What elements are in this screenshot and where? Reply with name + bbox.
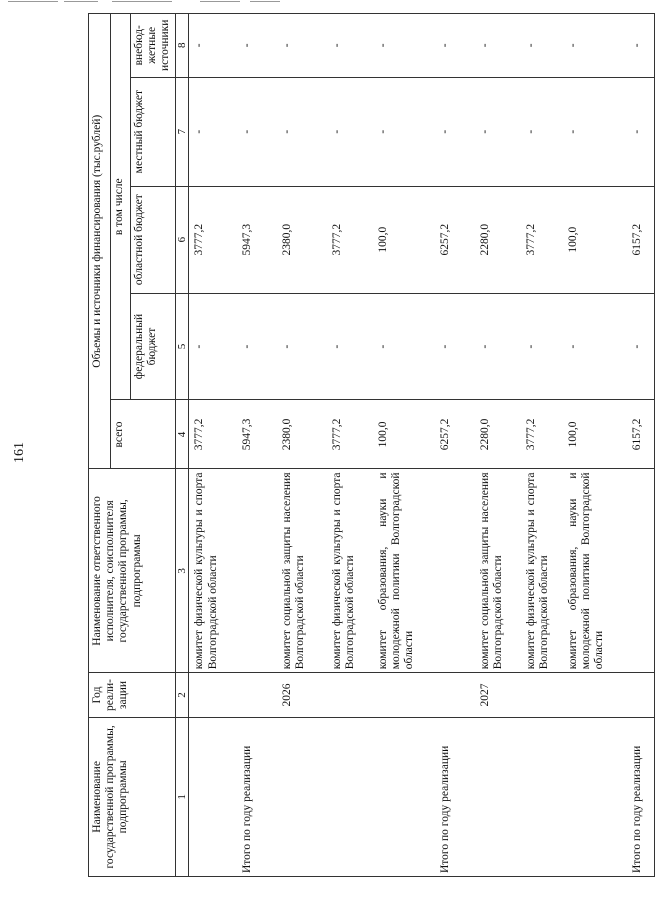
year-cell (435, 673, 475, 718)
header-extra: внебюд-жетные источники (131, 14, 176, 78)
extra-cell: - (475, 14, 521, 78)
executor-cell: комитет физической культуры и спорта Волгоградской области (189, 469, 237, 673)
regional-cell: 100,0 (373, 186, 435, 293)
federal-cell: - (521, 293, 563, 400)
year-cell (521, 673, 563, 718)
executor-cell: комитет физической культуры и спорта Волгоградской области (327, 469, 373, 673)
local-cell: - (189, 77, 237, 186)
header-total: всего (111, 400, 176, 469)
year-cell: 2026 (277, 673, 327, 718)
extra-cell: - (189, 14, 237, 78)
executor-cell: комитет образования, науки и молодежной политики Волгоградской области (563, 469, 627, 673)
column-number: 1 (175, 717, 189, 876)
regional-cell: 2280,0 (475, 186, 521, 293)
year-cell: 2027 (475, 673, 521, 718)
executor-cell: комитет физической культуры и спорта Волгоградской области (521, 469, 563, 673)
regional-cell: 5947,3 (237, 186, 277, 293)
table-row (435, 14, 475, 877)
column-numbers-row (175, 14, 189, 877)
regional-cell: 3777,2 (327, 186, 373, 293)
executor-cell (237, 469, 277, 673)
total-cell: 3777,2 (521, 400, 563, 469)
program-cell (277, 717, 327, 876)
table-row (475, 14, 521, 877)
column-number: 2 (175, 673, 189, 718)
regional-cell: 100,0 (563, 186, 627, 293)
total-cell: 3777,2 (327, 400, 373, 469)
year-cell (627, 673, 655, 718)
program-cell (521, 717, 563, 876)
extra-cell: - (521, 14, 563, 78)
column-number: 5 (175, 293, 189, 400)
executor-cell (435, 469, 475, 673)
local-cell: - (627, 77, 655, 186)
page-number: 161 (12, 442, 27, 463)
table-row (277, 14, 327, 877)
year-cell (237, 673, 277, 718)
column-number: 4 (175, 400, 189, 469)
program-cell: Итого по году реализации (237, 717, 277, 876)
table-row (373, 14, 435, 877)
header-including: в том числе (111, 14, 131, 400)
total-cell: 100,0 (373, 400, 435, 469)
header-program: Наименование государственной программы, подпрограммы (89, 717, 176, 876)
program-cell (189, 717, 237, 876)
total-cell: 3777,2 (189, 400, 237, 469)
table-body (189, 14, 655, 877)
federal-cell: - (237, 293, 277, 400)
total-cell: 2280,0 (475, 400, 521, 469)
federal-cell: - (563, 293, 627, 400)
total-cell: 100,0 (563, 400, 627, 469)
column-number: 7 (175, 77, 189, 186)
table-row (327, 14, 373, 877)
column-number: 3 (175, 469, 189, 673)
total-cell: 2380,0 (277, 400, 327, 469)
federal-cell: - (277, 293, 327, 400)
table-row (563, 14, 627, 877)
table-row (189, 14, 237, 877)
federal-cell: - (435, 293, 475, 400)
executor-cell (627, 469, 655, 673)
table-row (237, 14, 277, 877)
federal-cell: - (475, 293, 521, 400)
table-header (89, 14, 189, 877)
header-executor: Наименование ответственного исполнителя, соисполнителя государственной программы, подпрограммы (89, 469, 176, 673)
funding-table (88, 13, 655, 877)
extra-cell: - (563, 14, 627, 78)
local-cell: - (521, 77, 563, 186)
regional-cell: 2380,0 (277, 186, 327, 293)
column-number: 8 (175, 14, 189, 78)
extra-cell: - (627, 14, 655, 78)
regional-cell: 6257,2 (435, 186, 475, 293)
program-cell (373, 717, 435, 876)
local-cell: - (563, 77, 627, 186)
column-number: 6 (175, 186, 189, 293)
year-cell (563, 673, 627, 718)
local-cell: - (237, 77, 277, 186)
year-cell (189, 673, 237, 718)
year-cell (327, 673, 373, 718)
year-cell (373, 673, 435, 718)
header-federal: федеральный бюджет (131, 293, 176, 400)
extra-cell: - (277, 14, 327, 78)
program-cell (475, 717, 521, 876)
regional-cell: 3777,2 (189, 186, 237, 293)
local-cell: - (435, 77, 475, 186)
federal-cell: - (627, 293, 655, 400)
extra-cell: - (435, 14, 475, 78)
regional-cell: 3777,2 (521, 186, 563, 293)
executor-cell: комитет образования, науки и молодежной политики Волгоградской области (373, 469, 435, 673)
total-cell: 6257,2 (435, 400, 475, 469)
regional-cell: 6157,2 (627, 186, 655, 293)
executor-cell: комитет социальной защиты населения Волгоградской области (277, 469, 327, 673)
federal-cell: - (189, 293, 237, 400)
extra-cell: - (373, 14, 435, 78)
header-funding-group: Объемы и источники финансирования (тыс.рублей) (89, 14, 111, 470)
header-local: местный бюджет (131, 77, 176, 186)
program-cell: Итого по году реализации (627, 717, 655, 876)
table-row (521, 14, 563, 877)
header-regional: областной бюджет (131, 186, 176, 293)
local-cell: - (475, 77, 521, 186)
header-year: Год реали-зации (89, 673, 176, 718)
federal-cell: - (373, 293, 435, 400)
executor-cell: комитет социальной защиты населения Волгоградской области (475, 469, 521, 673)
table-row (627, 14, 655, 877)
extra-cell: - (237, 14, 277, 78)
local-cell: - (277, 77, 327, 186)
extra-cell: - (327, 14, 373, 78)
federal-cell: - (327, 293, 373, 400)
program-cell: Итого по году реализации (435, 717, 475, 876)
program-cell (327, 717, 373, 876)
program-cell (563, 717, 627, 876)
local-cell: - (327, 77, 373, 186)
total-cell: 6157,2 (627, 400, 655, 469)
local-cell: - (373, 77, 435, 186)
total-cell: 5947,3 (237, 400, 277, 469)
